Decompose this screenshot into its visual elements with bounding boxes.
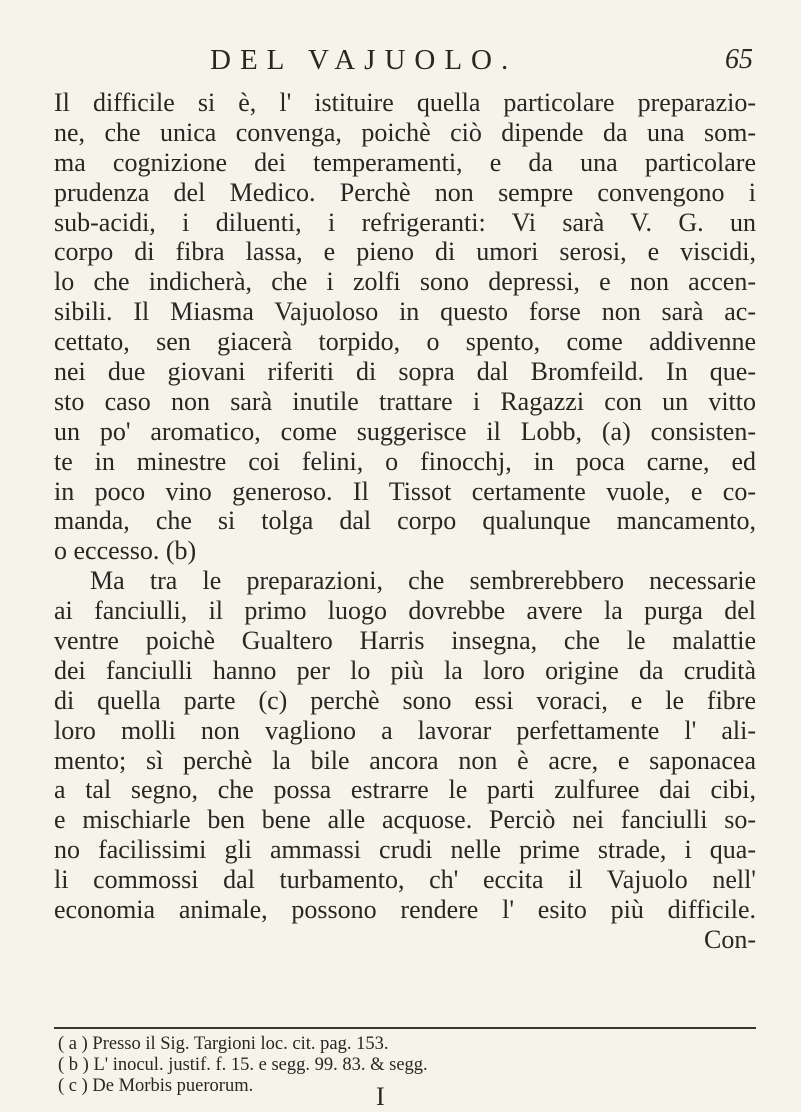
text-line: ne, che unica convenga, poichè ciò dipende da una som- [54,117,756,147]
text-line: o eccesso. (b) [54,536,197,566]
text-line: economia animale, possono rendere l' esito più difficile. [54,895,756,925]
running-title: DEL VAJUOLO. [210,44,518,76]
text-line: loro molli non vagliono a lavorar perfettamente l' ali- [54,715,756,745]
text-line: un po' aromatico, come suggerisce il Lobb, (a) consisten- [54,416,756,446]
text-line: sto caso non sarà inutile trattare i Ragazzi con un vitto [54,386,756,416]
text-line: ai fanciulli, il primo luogo dovrebbe avere la purga del [54,596,756,626]
signature-mark: I [376,1082,385,1111]
footnote-b: ( b ) L' inocul. justif. f. 15. e segg. 99. 83. & segg. [58,1055,428,1075]
text-line: mento; sì perchè la bile ancora non è acre, e saponacea [54,745,756,775]
text-line: ma cognizione dei temperamenti, e da una particolare [54,147,756,177]
text-line: cettato, sen giacerà torpido, o spento, come addivenne [54,327,756,357]
text-line: manda, che si tolga dal corpo qualunque mancamento, [54,506,756,536]
footnote-c: ( c ) De Morbis puerorum. [58,1076,254,1096]
footnote-a: ( a ) Presso il Sig. Targioni loc. cit. pag. 153. [58,1034,389,1054]
text-line: li commossi dal turbamento, ch' eccita il Vajuolo nell' [54,865,756,895]
text-line: di quella parte (c) perchè sono essi voraci, e le fibre [54,685,756,715]
text-line: Il difficile si è, l' istituire quella particolare preparazio- [54,88,756,117]
text-line: Ma tra le preparazioni, che sembrerebbero necessarie [90,566,756,596]
running-head [210,44,753,84]
footnote-divider [54,1027,756,1029]
catchword: Con- [704,924,756,954]
text-line: lo che indicherà, che i zolfi sono depressi, e non accen- [54,267,756,297]
text-line: sibili. Il Miasma Vajuoloso in questo forse non sarà ac- [54,297,756,327]
text-line: a tal segno, che possa estrarre le parti zulfuree dai cibi, [54,775,756,805]
text-line: prudenza del Medico. Perchè non sempre convengono i [54,177,756,207]
text-line: ventre poichè Gualtero Harris insegna, che le malattie [54,626,756,656]
text-line: sub-acidi, i diluenti, i refrigeranti: Vi sarà V. G. un [54,207,756,237]
body-text [54,88,756,955]
page-number: 65 [725,44,753,75]
text-line: dei fanciulli hanno per lo più la loro origine da crudità [54,655,756,685]
text-line: corpo di fibra lassa, e pieno di umori serosi, e viscidi, [54,237,756,267]
text-line: e mischiarle ben bene alle acquose. Perciò nei fanciulli so- [54,805,756,835]
footnotes [58,1034,758,1097]
text-line: te in minestre coi felini, o finocchj, in poca carne, ed [54,446,756,476]
text-line: nei due giovani riferiti di sopra dal Bromfeild. In que- [54,357,756,387]
text-line: no facilissimi gli ammassi crudi nelle prime strade, i qua- [54,835,756,865]
text-line: in poco vino generoso. Il Tissot certamente vuole, e co- [54,476,756,506]
